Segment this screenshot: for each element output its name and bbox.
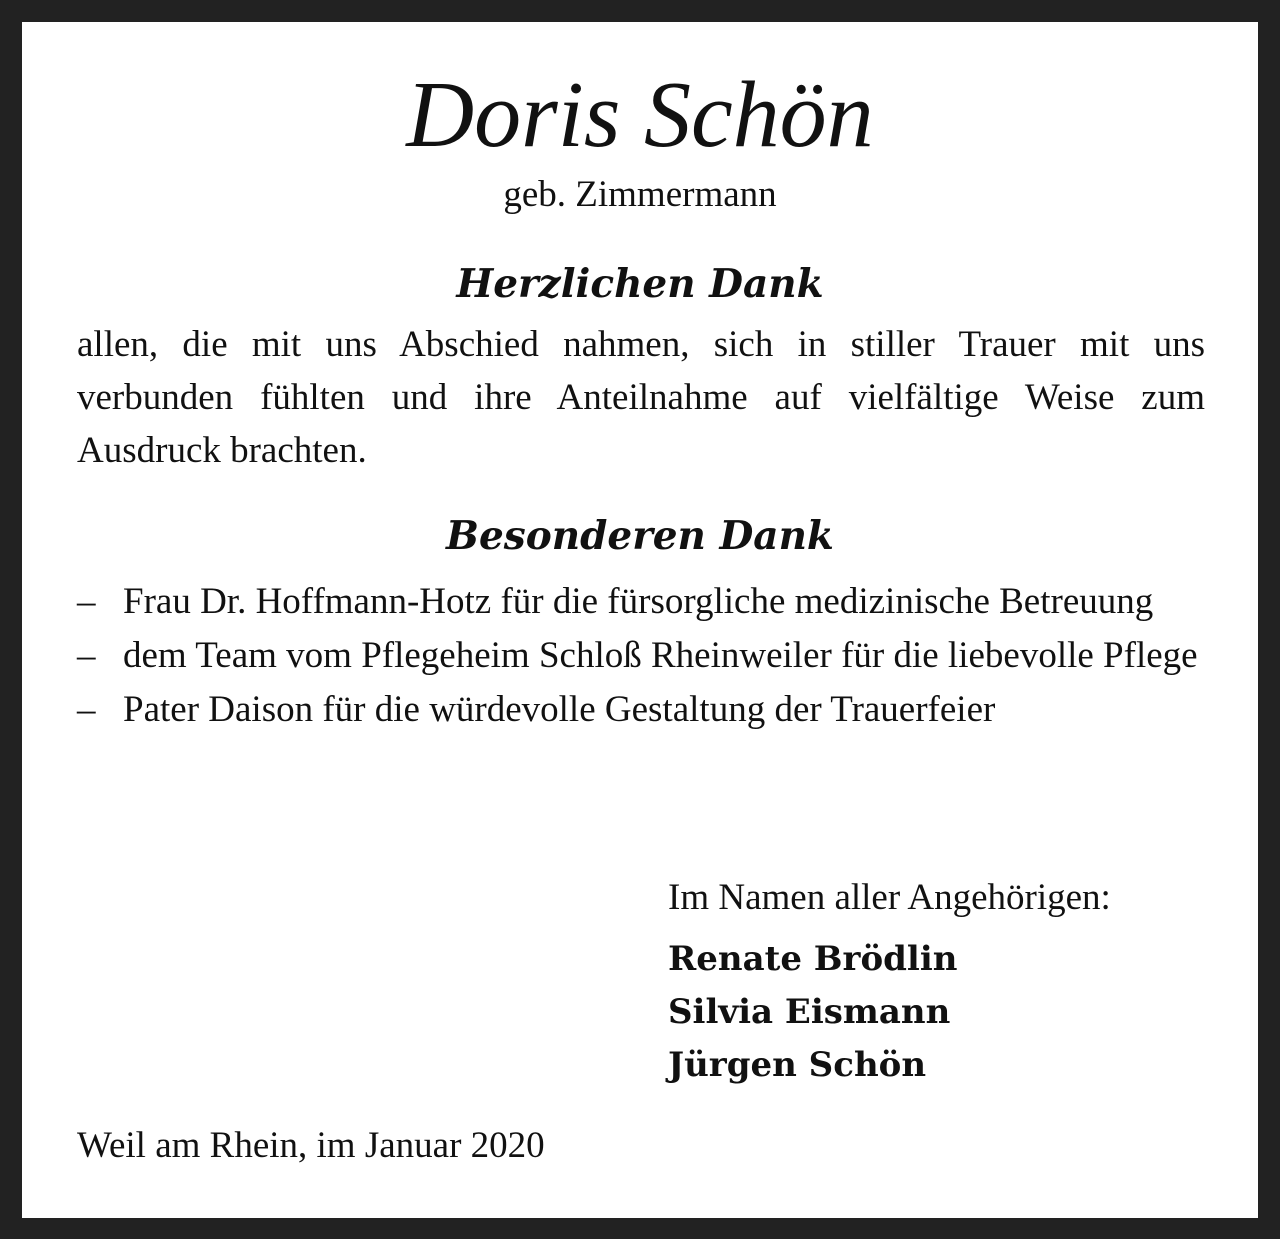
signer-name: Silvia Eismann: [668, 992, 951, 1032]
list-item: [77, 683, 1217, 737]
dash-marker: –: [77, 689, 96, 730]
list-item-text: dem Team vom Pflegeheim Schloß Rheinweiler für die liebevolle Pflege: [123, 635, 1198, 676]
signers-list: [668, 933, 957, 1092]
thanks-paragraph: allen, die mit uns Abschied nahmen, sich in stiller Trauer mit uns verbunden fühlten und ihre Anteilnahme auf vielfältige Weise zum Ausdruck brachten.: [77, 324, 1205, 471]
list-item-text: Frau Dr. Hoffmann-Hotz für die fürsorgliche medizinische Betreuung: [123, 581, 1154, 622]
list-item-text: Pater Daison für die würdevolle Gestaltung der Trauerfeier: [123, 689, 996, 730]
place-and-date: Weil am Rhein, im Januar 2020: [77, 1125, 545, 1166]
signer-name: Jürgen Schön: [668, 1045, 927, 1085]
thanks-heading: Herzlichen Dank: [456, 261, 824, 307]
signature-intro: Im Namen aller Angehörigen:: [668, 877, 1111, 918]
dash-marker: –: [77, 581, 96, 622]
list-item: [77, 575, 1217, 629]
birth-name: geb. Zimmermann: [503, 174, 777, 215]
special-thanks-heading: Besonderen Dank: [446, 513, 834, 559]
deceased-name: Doris Schön: [406, 63, 874, 167]
signer-name: Renate Brödlin: [668, 939, 958, 979]
list-item: [77, 629, 1217, 683]
special-thanks-list: [77, 575, 1217, 737]
obituary-card: [22, 22, 1258, 1218]
dash-marker: –: [77, 635, 96, 676]
